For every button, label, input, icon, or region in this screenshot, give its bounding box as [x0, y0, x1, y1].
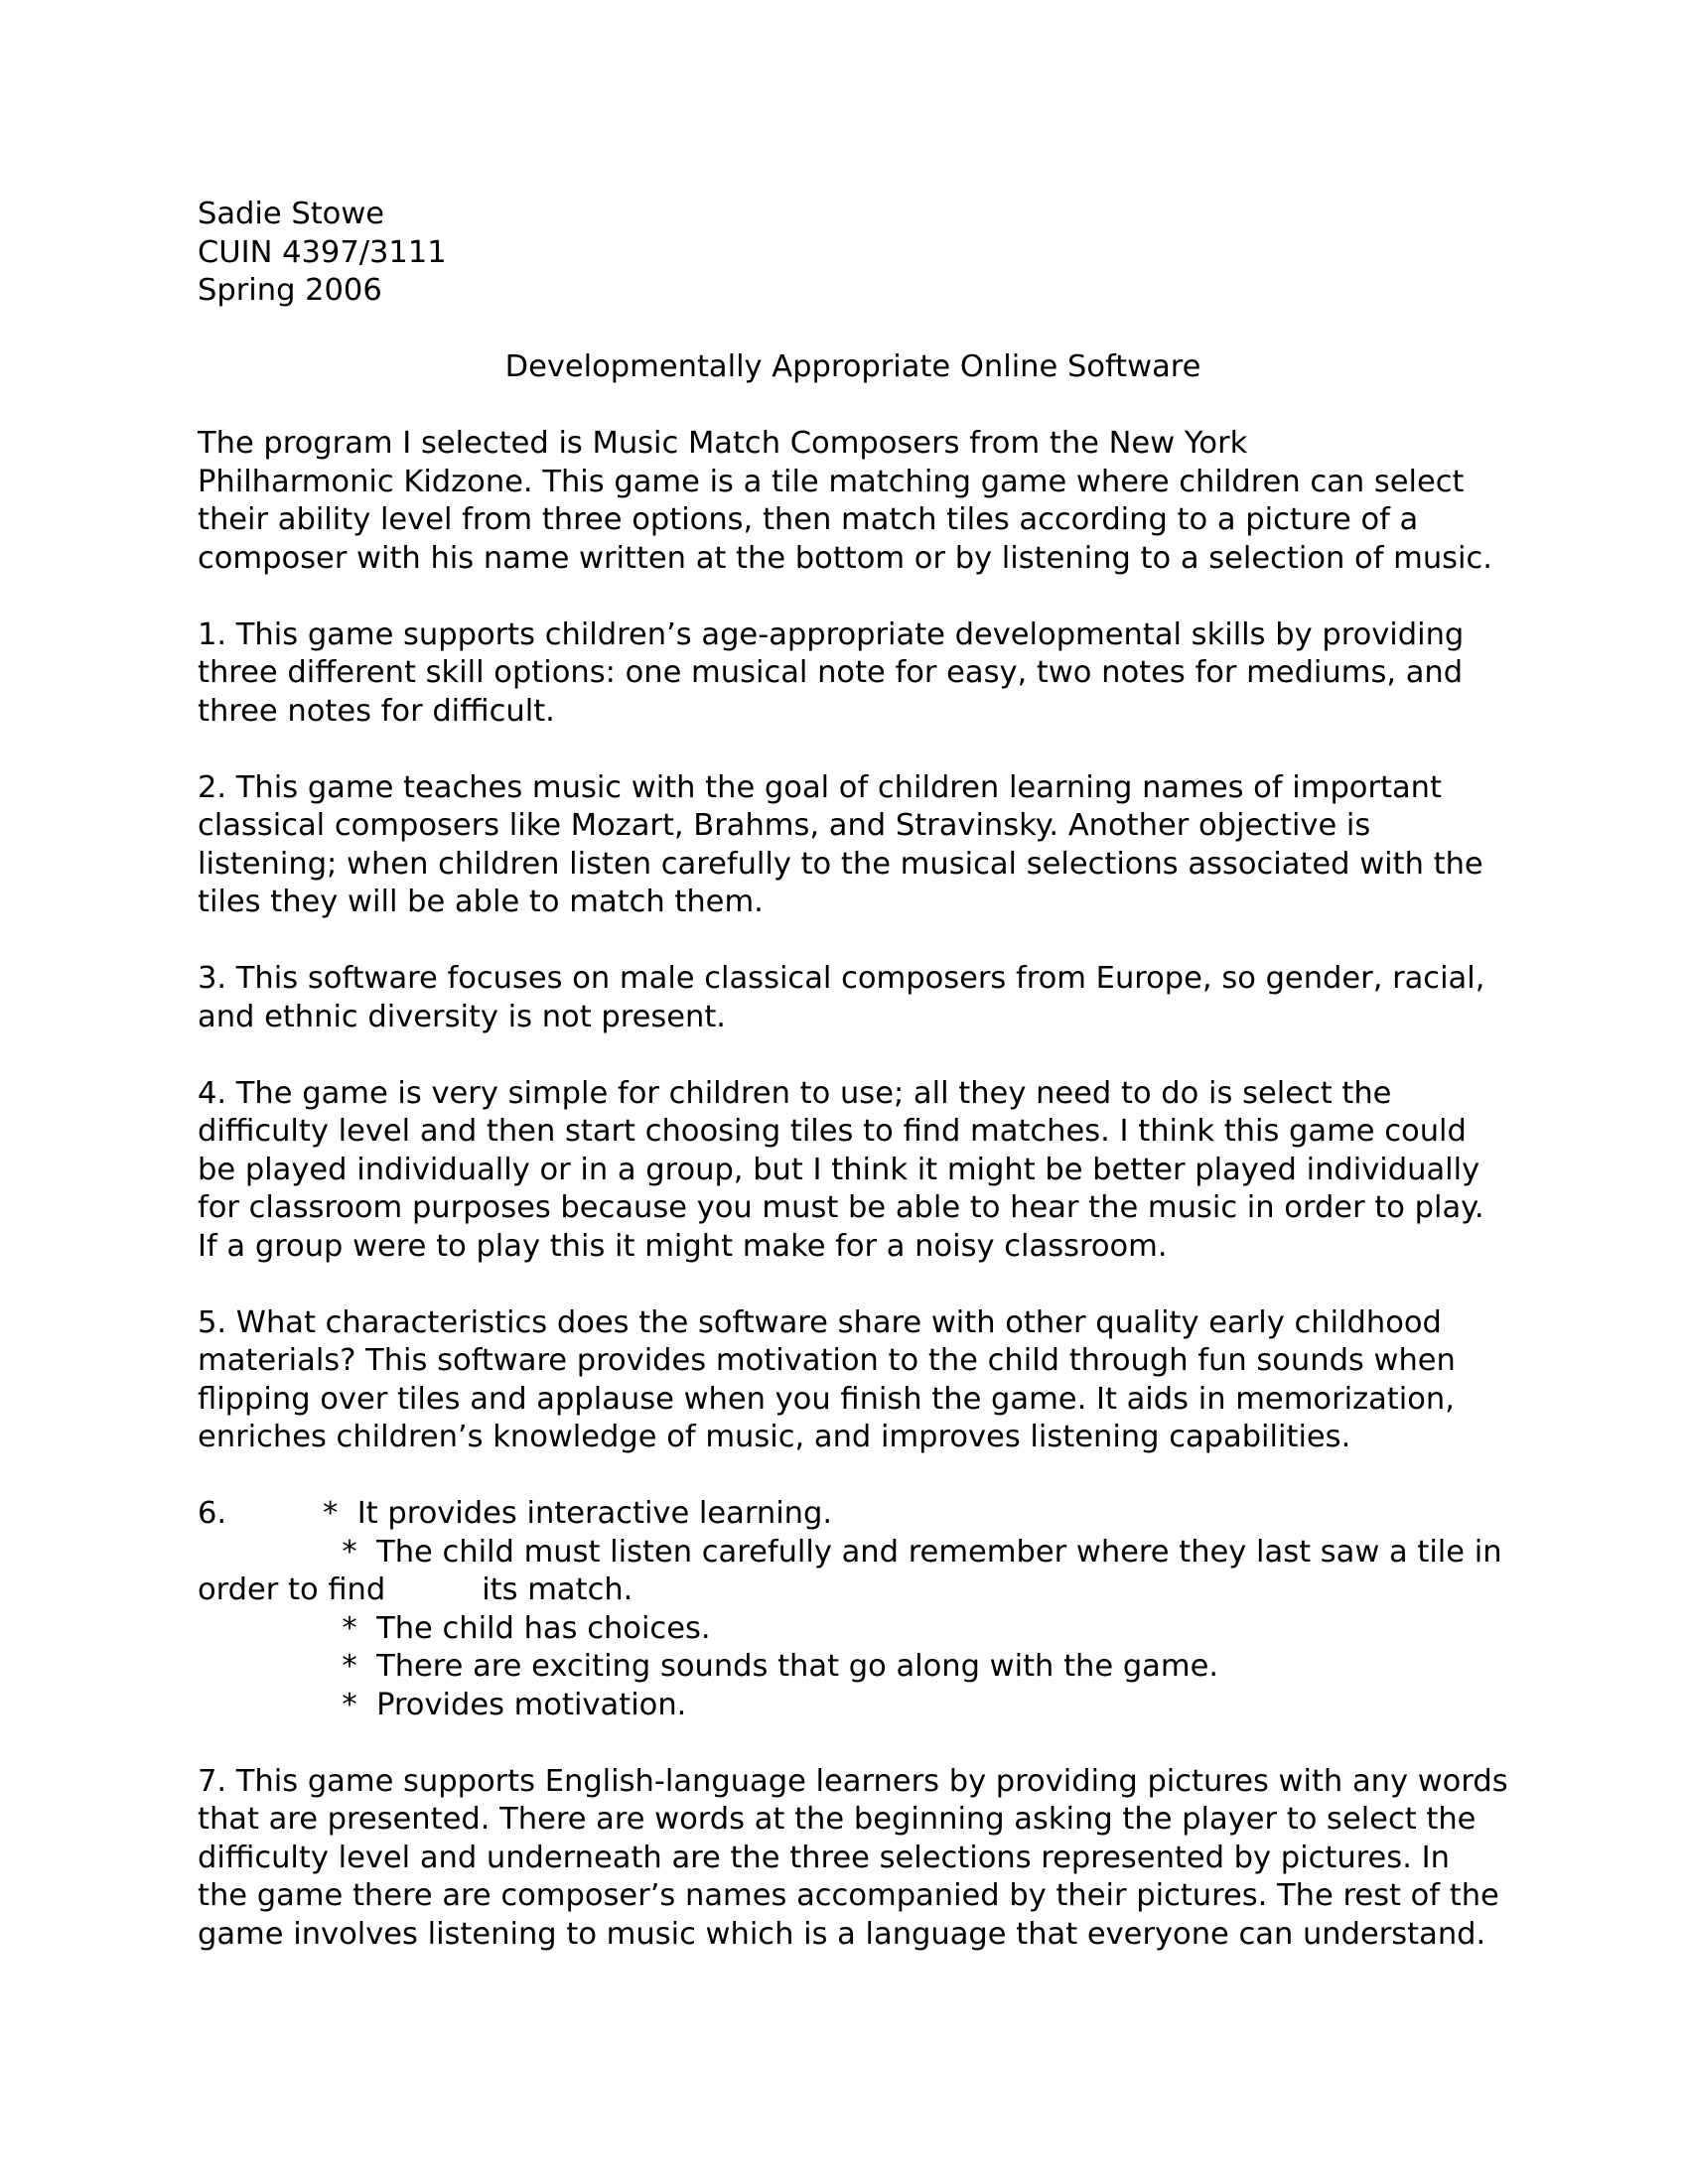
term: Spring 2006	[198, 273, 382, 308]
document-body	[198, 196, 1508, 1954]
section-2: 2. This game teaches music with the goal of children learning names of important classical composers like Mozart, Brahms, and Stravinsky. Another objective is listening; when children listen carefully to the musical selections associated with the tiles they will be able to match them.	[198, 769, 1483, 919]
intro-paragraph: The program I selected is Music Match Composers from the New York Philharmonic Kidzone. This game is a tile matching game where children can select their ability level from three options, then match tiles according to a picture of a composer with his name written at the bottom or by listening to a selection of music.	[198, 426, 1492, 576]
section-3: 3. This software focuses on male classical composers from Europe, so gender, racial, and ethnic diversity is not present.	[198, 961, 1485, 1034]
course-number: CUIN 4397/3111	[198, 234, 447, 270]
section-6-bullet-list: 6. * It provides interactive learning. * The child must listen carefully and remember where they last saw a tile in order to find its match. * The child has choices. * There are exciting sounds that go along with the game. * Provides motivation.	[198, 1496, 1502, 1722]
section-4: 4. The game is very simple for children to use; all they need to do is select the difficulty level and then start choosing tiles to find matches. I think this game could be played individually or in a group, but I think it might be better played individually for classroom purposes because you must be able to hear the music in order to play. If a group were to play this it might make for a noisy classroom.	[198, 1075, 1484, 1264]
section-5: 5. What characteristics does the software share with other quality early childhood materials? This software provides motivation to the child through fun sounds when flipping over tiles and applause when you finish the game. It aids in memorization, enriches children’s knowledge of music, and improves listening capabilities.	[198, 1304, 1456, 1454]
author-header	[198, 196, 1508, 311]
section-7: 7. This game supports English-language learners by providing pictures with any words that are presented. There are words at the beginning asking the player to select the difficulty level and underneath are the three selections represented by pictures. In the game there are composer’s names accompanied by their pictures. The rest of the game involves listening to music which is a language that everyone can understand.	[198, 1763, 1508, 1952]
author-name: Sadie Stowe	[198, 197, 385, 231]
section-1: 1. This game supports children’s age-appropriate developmental skills by providing three different skill options: one musical note for easy, two notes for mediums, and three notes for difficult.	[198, 616, 1465, 729]
document-title: Developmentally Appropriate Online Software	[504, 349, 1201, 384]
